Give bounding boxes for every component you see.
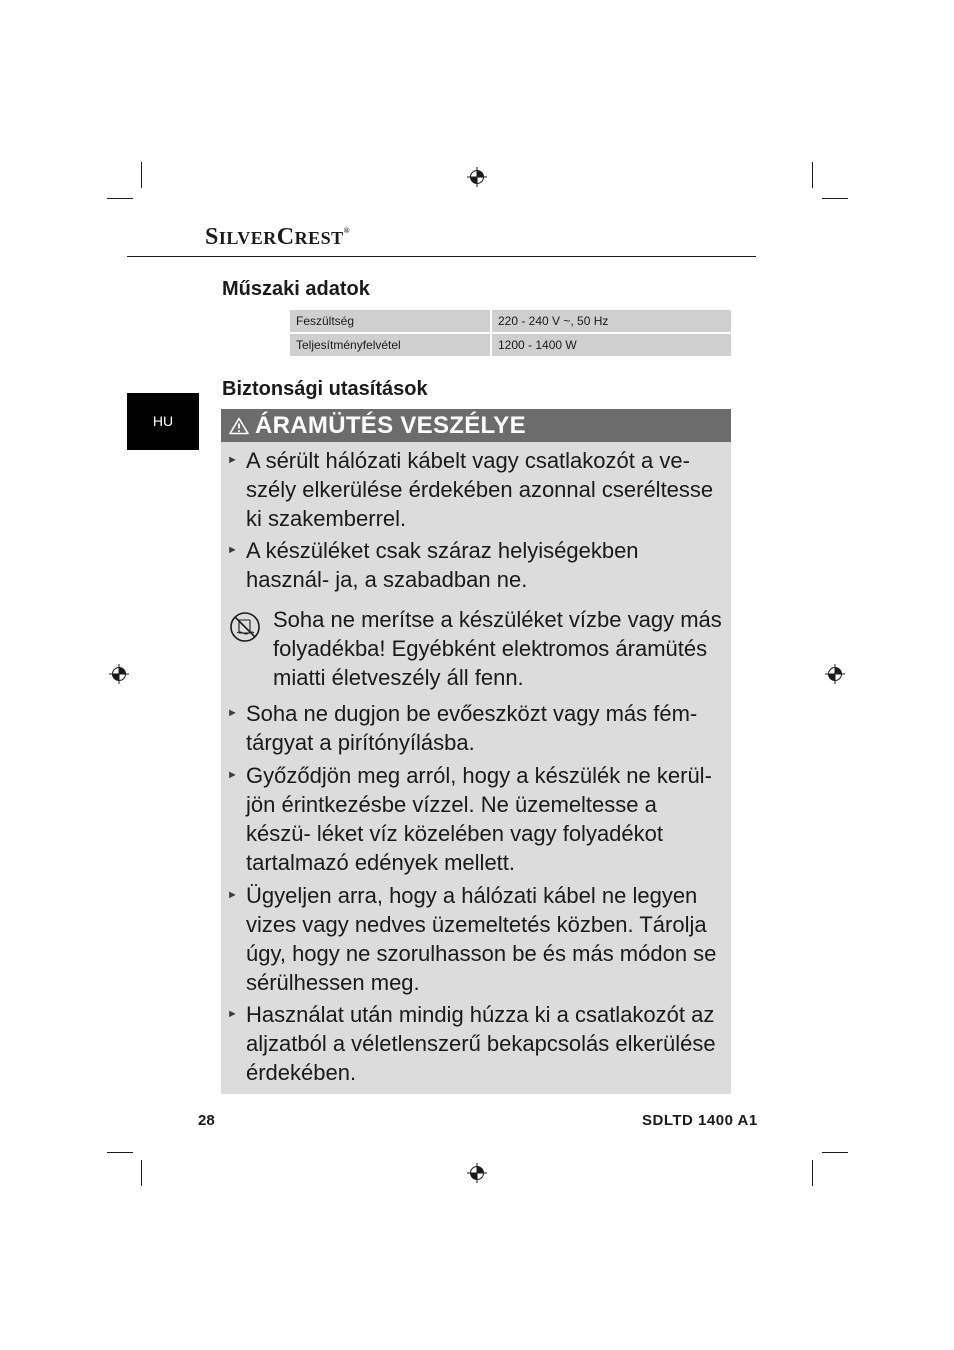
brand-logo: SILVERCREST® <box>205 224 351 250</box>
crop-mark <box>822 1152 848 1153</box>
list-item: ► A készüléket csak száraz helyiségekben használ- ja, a szabadban ne. <box>227 538 639 592</box>
crop-mark <box>812 1160 813 1186</box>
warning-title: ÁRAMÜTÉS VESZÉLYE <box>255 411 526 439</box>
bullet-arrow-icon: ► <box>227 889 238 901</box>
bullet-arrow-icon: ► <box>227 454 238 466</box>
list-item: ► A sérült hálózati kábelt vagy csatlakozót a ve- szély elkerülése érdekében azonnal cseréltesse ki szakemberrel. <box>227 448 714 531</box>
bullet-arrow-icon: ► <box>227 1008 238 1020</box>
warning-triangle-icon <box>229 417 249 435</box>
list-item: ► Győződjön meg arról, hogy a készülék ne kerül- jön érintkezésbe vízzel. Ne üzemeltesse a készü- léket víz közelében vagy folyadékot tartalmazó edények mellett. <box>227 763 712 875</box>
crop-mark <box>822 198 848 199</box>
language-tab: HU <box>127 393 199 450</box>
spec-value: 1200 - 1400 W <box>492 334 731 356</box>
table-row <box>290 334 731 356</box>
bullet-arrow-icon: ► <box>227 544 238 556</box>
crop-mark <box>141 1160 142 1186</box>
bullet-arrow-icon: ► <box>227 707 238 719</box>
registration-mark-icon <box>825 664 845 684</box>
safety-heading: Biztonsági utasítások <box>222 378 428 400</box>
registration-mark-icon <box>467 167 487 187</box>
list-item: ► Ügyeljen arra, hogy a hálózati kábel ne legyen vizes vagy nedves üzemeltetés közben. Tárolja úgy, hogy ne szorulhasson be és más módon se sérülhessen meg. <box>227 883 717 995</box>
crop-mark <box>107 1152 133 1153</box>
crop-mark <box>812 162 813 188</box>
list-item: ► Soha ne dugjon be evőeszközt vagy más fém- tárgyat a pirítónyílásba. <box>227 701 698 755</box>
no-immersion-icon <box>229 611 261 643</box>
spec-table <box>290 310 731 358</box>
crop-mark <box>107 198 133 199</box>
table-row <box>290 310 731 332</box>
technical-data-heading: Műszaki adatok <box>222 278 370 300</box>
registration-mark-icon <box>109 664 129 684</box>
model-number: SDLTD 1400 A1 <box>642 1112 758 1129</box>
page-number: 28 <box>198 1112 215 1129</box>
registration-mark-icon <box>467 1163 487 1183</box>
warning-box <box>221 409 731 1094</box>
no-immersion-warning: Soha ne merítse a készüléket vízbe vagy más folyadékba! Egyébként elektromos áramütés miatti életveszély áll fenn. <box>273 607 722 690</box>
spec-value: 220 - 240 V ~, 50 Hz <box>492 310 731 332</box>
bullet-arrow-icon: ► <box>227 769 238 781</box>
spec-label: Feszültség <box>290 310 490 332</box>
warning-header <box>221 409 731 442</box>
spec-label: Teljesítményfelvétel <box>290 334 490 356</box>
header-divider <box>127 256 756 257</box>
list-item: ► Használat után mindig húzza ki a csatlakozót az aljzatból a véletlenszerű bekapcsolás elkerülése érdekében. <box>227 1002 716 1085</box>
crop-mark <box>141 162 142 188</box>
